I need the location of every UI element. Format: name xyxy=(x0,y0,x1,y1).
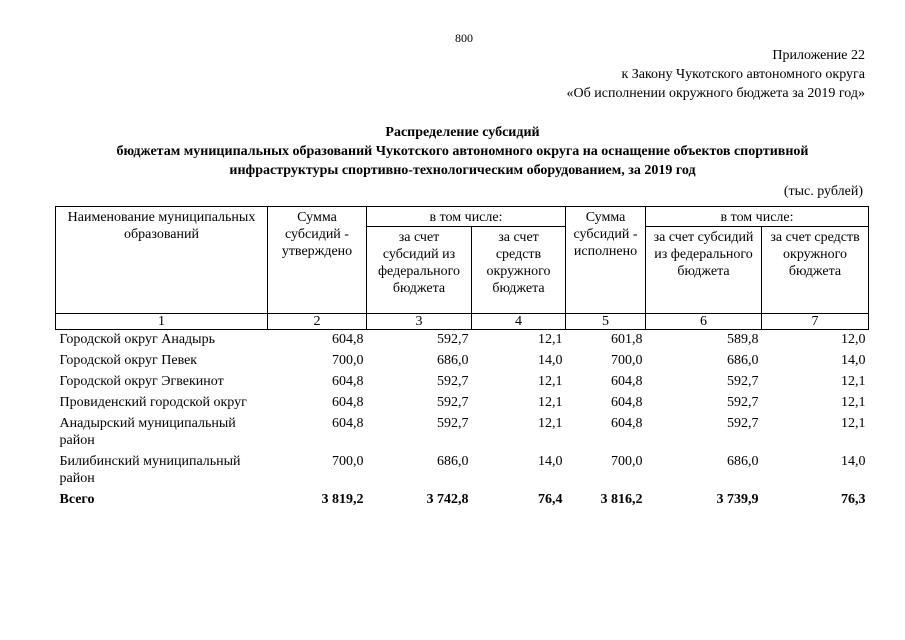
title-line-2: бюджетам муниципальных образований Чукотского автономного округа на оснащение объектов спортивной xyxy=(116,144,809,159)
total-district-approved: 76,4 xyxy=(538,492,563,507)
col-number: 3 xyxy=(367,314,472,330)
col-number: 2 xyxy=(268,314,367,330)
executed-amount: 604,8 xyxy=(611,374,643,389)
municipality-name: Городской округ Певек xyxy=(59,353,198,368)
executed-amount: 700,0 xyxy=(611,353,643,368)
district-approved-amount: 14,0 xyxy=(538,353,563,368)
table-row xyxy=(56,330,869,352)
federal-approved-amount: 592,7 xyxy=(437,332,469,347)
municipality-name: Билибинский муниципальный район xyxy=(59,454,241,486)
municipality-name: Провиденский городской округ xyxy=(59,395,247,410)
executed-amount: 601,8 xyxy=(611,332,643,347)
table-row xyxy=(56,351,869,372)
table-row xyxy=(56,452,869,490)
total-row xyxy=(56,490,869,511)
district-approved-amount: 12,1 xyxy=(538,374,563,389)
header-federal-approved: за счет субсидий из федерального бюджета xyxy=(367,227,472,314)
federal-executed-amount: 592,7 xyxy=(727,416,759,431)
header-including-executed: в том числе: xyxy=(646,207,869,227)
municipality-name: Городской округ Эгвекинот xyxy=(59,374,224,389)
col-number: 4 xyxy=(472,314,566,330)
appendix-title: Приложение 22 xyxy=(772,48,865,63)
header-name: Наименование муниципальных образований xyxy=(56,207,268,314)
header-district-executed: за счет средств окружного бюджета xyxy=(762,227,869,314)
table-row xyxy=(56,372,869,393)
total-federal-approved: 3 742,8 xyxy=(426,492,469,507)
total-federal-executed: 3 739,9 xyxy=(716,492,759,507)
federal-executed-amount: 592,7 xyxy=(727,395,759,410)
header-executed: Сумма субсидий - исполнено xyxy=(566,207,646,314)
federal-approved-amount: 592,7 xyxy=(437,395,469,410)
col-number: 7 xyxy=(762,314,869,330)
federal-executed-amount: 592,7 xyxy=(727,374,759,389)
appendix-law: к Закону Чукотского автономного округа xyxy=(621,67,865,82)
district-approved-amount: 12,1 xyxy=(538,395,563,410)
subsidy-table xyxy=(55,206,869,511)
federal-executed-amount: 686,0 xyxy=(727,353,759,368)
district-executed-amount: 14,0 xyxy=(841,353,866,368)
appendix-law-name: «Об исполнении окружного бюджета за 2019 год» xyxy=(566,86,865,101)
federal-approved-amount: 686,0 xyxy=(437,353,469,368)
approved-amount: 604,8 xyxy=(332,332,364,347)
district-approved-amount: 14,0 xyxy=(538,454,563,469)
page-number: 800 xyxy=(455,31,473,45)
federal-executed-amount: 686,0 xyxy=(727,454,759,469)
total-executed: 3 816,2 xyxy=(600,492,643,507)
approved-amount: 700,0 xyxy=(332,353,364,368)
federal-executed-amount: 589,8 xyxy=(727,332,759,347)
document-title xyxy=(60,123,865,180)
approved-amount: 604,8 xyxy=(332,395,364,410)
col-number: 1 xyxy=(56,314,268,330)
total-district-executed: 76,3 xyxy=(841,492,866,507)
municipality-name: Анадырский муниципальный район xyxy=(59,416,236,448)
district-approved-amount: 12,1 xyxy=(538,332,563,347)
executed-amount: 604,8 xyxy=(611,395,643,410)
total-label: Всего xyxy=(59,492,95,507)
table-row xyxy=(56,414,869,452)
federal-approved-amount: 592,7 xyxy=(437,374,469,389)
appendix-header xyxy=(567,46,865,103)
col-number: 6 xyxy=(646,314,762,330)
district-executed-amount: 14,0 xyxy=(841,454,866,469)
unit-label: (тыс. рублей) xyxy=(783,184,863,199)
total-approved: 3 819,2 xyxy=(321,492,364,507)
district-executed-amount: 12,1 xyxy=(841,374,866,389)
approved-amount: 700,0 xyxy=(332,454,364,469)
header-approved: Сумма субсидий - утверждено xyxy=(268,207,367,314)
district-executed-amount: 12,1 xyxy=(841,395,866,410)
header-federal-executed: за счет субсидий из федерального бюджета xyxy=(646,227,762,314)
district-executed-amount: 12,0 xyxy=(841,332,866,347)
title-line-1: Распределение субсидий xyxy=(385,125,540,140)
approved-amount: 604,8 xyxy=(332,374,364,389)
federal-approved-amount: 592,7 xyxy=(437,416,469,431)
federal-approved-amount: 686,0 xyxy=(437,454,469,469)
district-executed-amount: 12,1 xyxy=(841,416,866,431)
header-including-approved: в том числе: xyxy=(367,207,566,227)
header-district-approved: за счет средств окружного бюджета xyxy=(472,227,566,314)
col-number: 5 xyxy=(566,314,646,330)
title-line-3: инфраструктуры спортивно-технологическим оборудованием, за 2019 год xyxy=(229,163,696,178)
table-row xyxy=(56,393,869,414)
executed-amount: 604,8 xyxy=(611,416,643,431)
column-number-row xyxy=(56,314,869,330)
district-approved-amount: 12,1 xyxy=(538,416,563,431)
municipality-name: Городской округ Анадырь xyxy=(59,332,215,347)
executed-amount: 700,0 xyxy=(611,454,643,469)
approved-amount: 604,8 xyxy=(332,416,364,431)
